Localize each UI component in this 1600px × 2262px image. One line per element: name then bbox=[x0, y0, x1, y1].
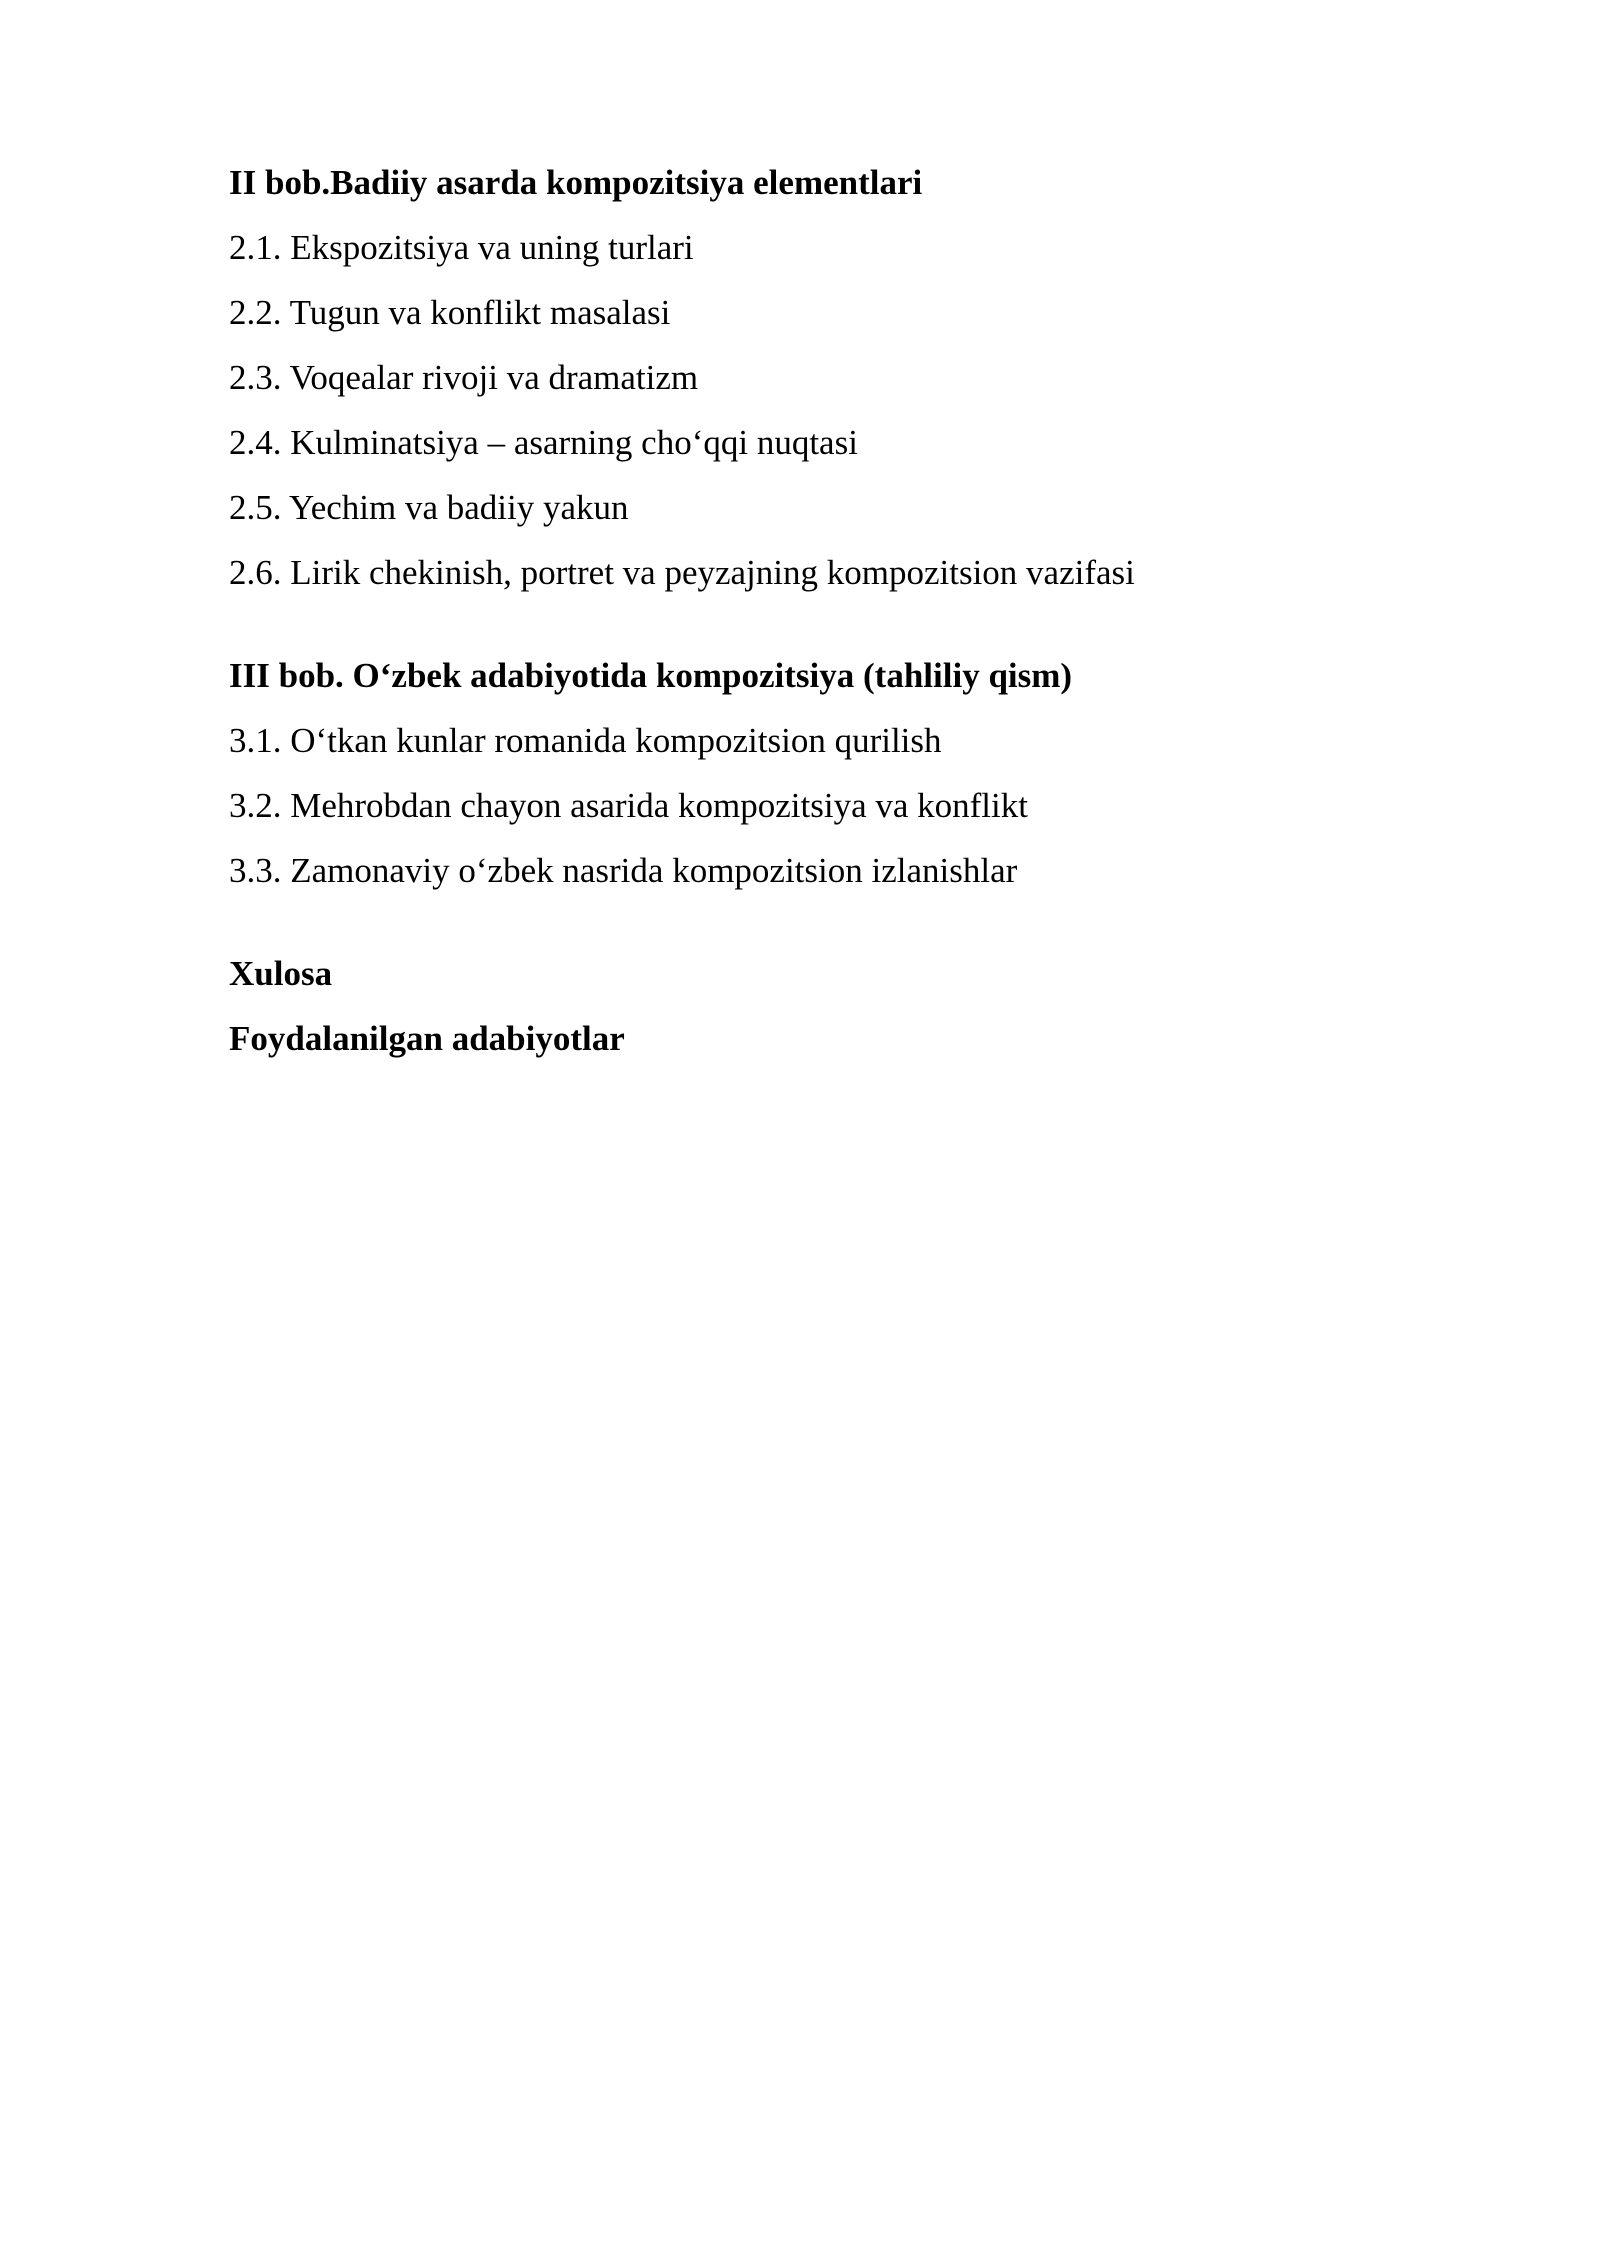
toc-item-3-3: 3.3. Zamonaviy o‘zbek nasrida kompozitsion izlanishlar bbox=[229, 851, 1018, 890]
toc-item-2-5: 2.5. Yechim va badiiy yakun bbox=[229, 488, 629, 527]
references-heading: Foydalanilgan adabiyotlar bbox=[229, 1019, 625, 1058]
conclusion-heading: Xulosa bbox=[229, 954, 333, 993]
toc-item-2-1: 2.1. Ekspozitsiya va uning turlari bbox=[229, 228, 694, 267]
chapter-3-heading: III bob. O‘zbek adabiyotida kompozitsiya (tahliliy qism) bbox=[229, 656, 1073, 695]
toc-item-2-6: 2.6. Lirik chekinish, portret va peyzajning kompozitsion vazifasi bbox=[229, 553, 1135, 592]
toc-item-2-2: 2.2. Tugun va konflikt masalasi bbox=[229, 293, 671, 332]
toc-item-2-4: 2.4. Kulminatsiya – asarning cho‘qqi nuqtasi bbox=[229, 423, 858, 462]
chapter-2-heading: II bob.Badiiy asarda kompozitsiya elementlari bbox=[229, 163, 923, 202]
toc-item-2-3: 2.3. Voqealar rivoji va dramatizm bbox=[229, 358, 699, 397]
toc-item-3-2: 3.2. Mehrobdan chayon asarida kompozitsiya va konflikt bbox=[229, 786, 1028, 825]
table-of-contents bbox=[229, 150, 1479, 1071]
toc-item-3-1: 3.1. O‘tkan kunlar romanida kompozitsion qurilish bbox=[229, 721, 942, 760]
